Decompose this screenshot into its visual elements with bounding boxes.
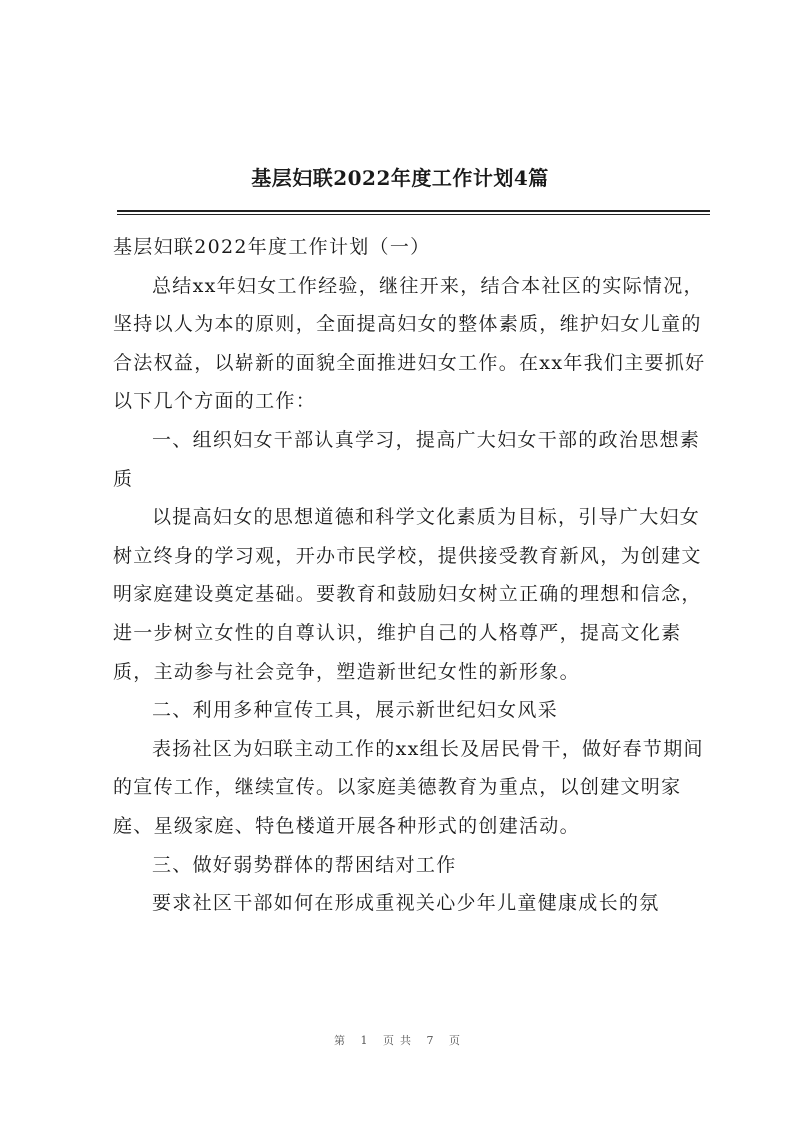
document-body bbox=[113, 228, 713, 923]
paragraph-item-1: 以提高妇女的思想道德和科学文化素质为目标，引导广大妇女树立终身的学习观，开办市民学校，提供接受教育新风，为创建文明家庭建设奠定基础。要教育和鼓励妇女树立正确的理想和信念，进一步树立女性的自尊认识，维护自己的人格尊严，提高文化素质，主动参与社会竞争，塑造新世纪女性的新形象。 bbox=[113, 506, 702, 683]
document-title: 基层妇联2022年度工作计划4篇 bbox=[251, 166, 549, 190]
heading-item-2: 二、利用多种宣传工具，展示新世纪妇女风采 bbox=[152, 699, 559, 722]
heading-item-3: 三、做好弱势群体的帮困结对工作 bbox=[152, 853, 457, 876]
paragraph-item-2: 表扬社区为妇联主动工作的xx组长及居民骨干，做好春节期间的宣传工作，继续宣传。以家庭美德教育为重点，以创建文明家庭、星级家庭、特色楼道开展各种形式的创建活动。 bbox=[113, 737, 704, 837]
title-rule-thick bbox=[117, 210, 710, 212]
section-heading: 基层妇联2022年度工作计划（一） bbox=[113, 236, 431, 258]
page-footer: 第 1 页共 7 页 bbox=[334, 1034, 466, 1047]
title-rule-thin bbox=[117, 214, 710, 215]
paragraph-item-3: 要求社区干部如何在形成重视关心少年儿童健康成长的氛 bbox=[152, 892, 660, 915]
heading-item-1: 一、组织妇女干部认真学习，提高广大妇女干部的政治思想素质 bbox=[113, 428, 701, 490]
paragraph-intro: 总结xx年妇女工作经验，继往开来，结合本社区的实际情况，坚持以人为本的原则，全面提高妇女的整体素质，维护妇女儿童的合法权益，以崭新的面貌全面推进妇女工作。在xx年我们主要抓好以下几个方面的工作： bbox=[113, 274, 706, 413]
